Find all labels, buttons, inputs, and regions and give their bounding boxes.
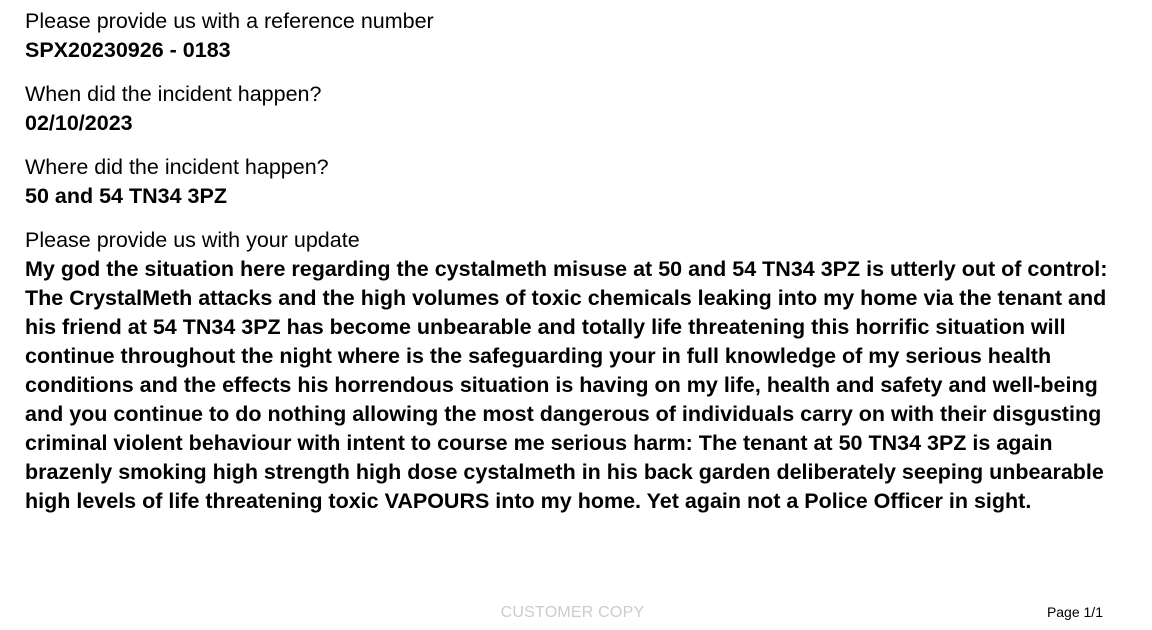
incident-date-answer: 02/10/2023	[25, 111, 133, 135]
reference-number-section	[25, 7, 1130, 65]
update-question: Please provide us with your update	[25, 228, 360, 252]
update-answer: My god the situation here regarding the cystalmeth misuse at 50 and 54 TN34 3PZ is utterly out of control: The CrystalMeth attacks and the high volumes of toxic chemicals leaking into my home via the tenant and his friend at 54 TN34 3PZ has become unbearable and totally life threatening this horrific situation will continue throughout the night where is the safeguarding your in full knowledge of my serious health conditions and the effects his horrendous situation is having on my life, health and safety and well-being and you continue to do nothing allowing the most dangerous of individuals carry on with their disgusting criminal violent behaviour with intent to course me serious harm: The tenant at 50 TN34 3PZ is again brazenly smoking high strength high dose cystalmeth in his back garden deliberately seeping unbearable high levels of life threatening toxic VAPOURS into my home. Yet again not a Police Officer in sight.	[25, 257, 1108, 513]
incident-location-answer: 50 and 54 TN34 3PZ	[25, 184, 227, 208]
update-section	[25, 226, 1130, 516]
incident-date-question: When did the incident happen?	[25, 82, 322, 106]
incident-date-section	[25, 80, 1130, 138]
incident-location-section	[25, 153, 1130, 211]
incident-report-document	[25, 7, 1130, 516]
customer-copy-watermark: CUSTOMER COPY	[500, 604, 645, 621]
page-number: Page 1/1	[1046, 604, 1103, 620]
incident-location-question: Where did the incident happen?	[25, 155, 329, 179]
reference-number-question: Please provide us with a reference number	[25, 9, 434, 33]
reference-number-answer: SPX20230926 - 0183	[25, 38, 231, 62]
